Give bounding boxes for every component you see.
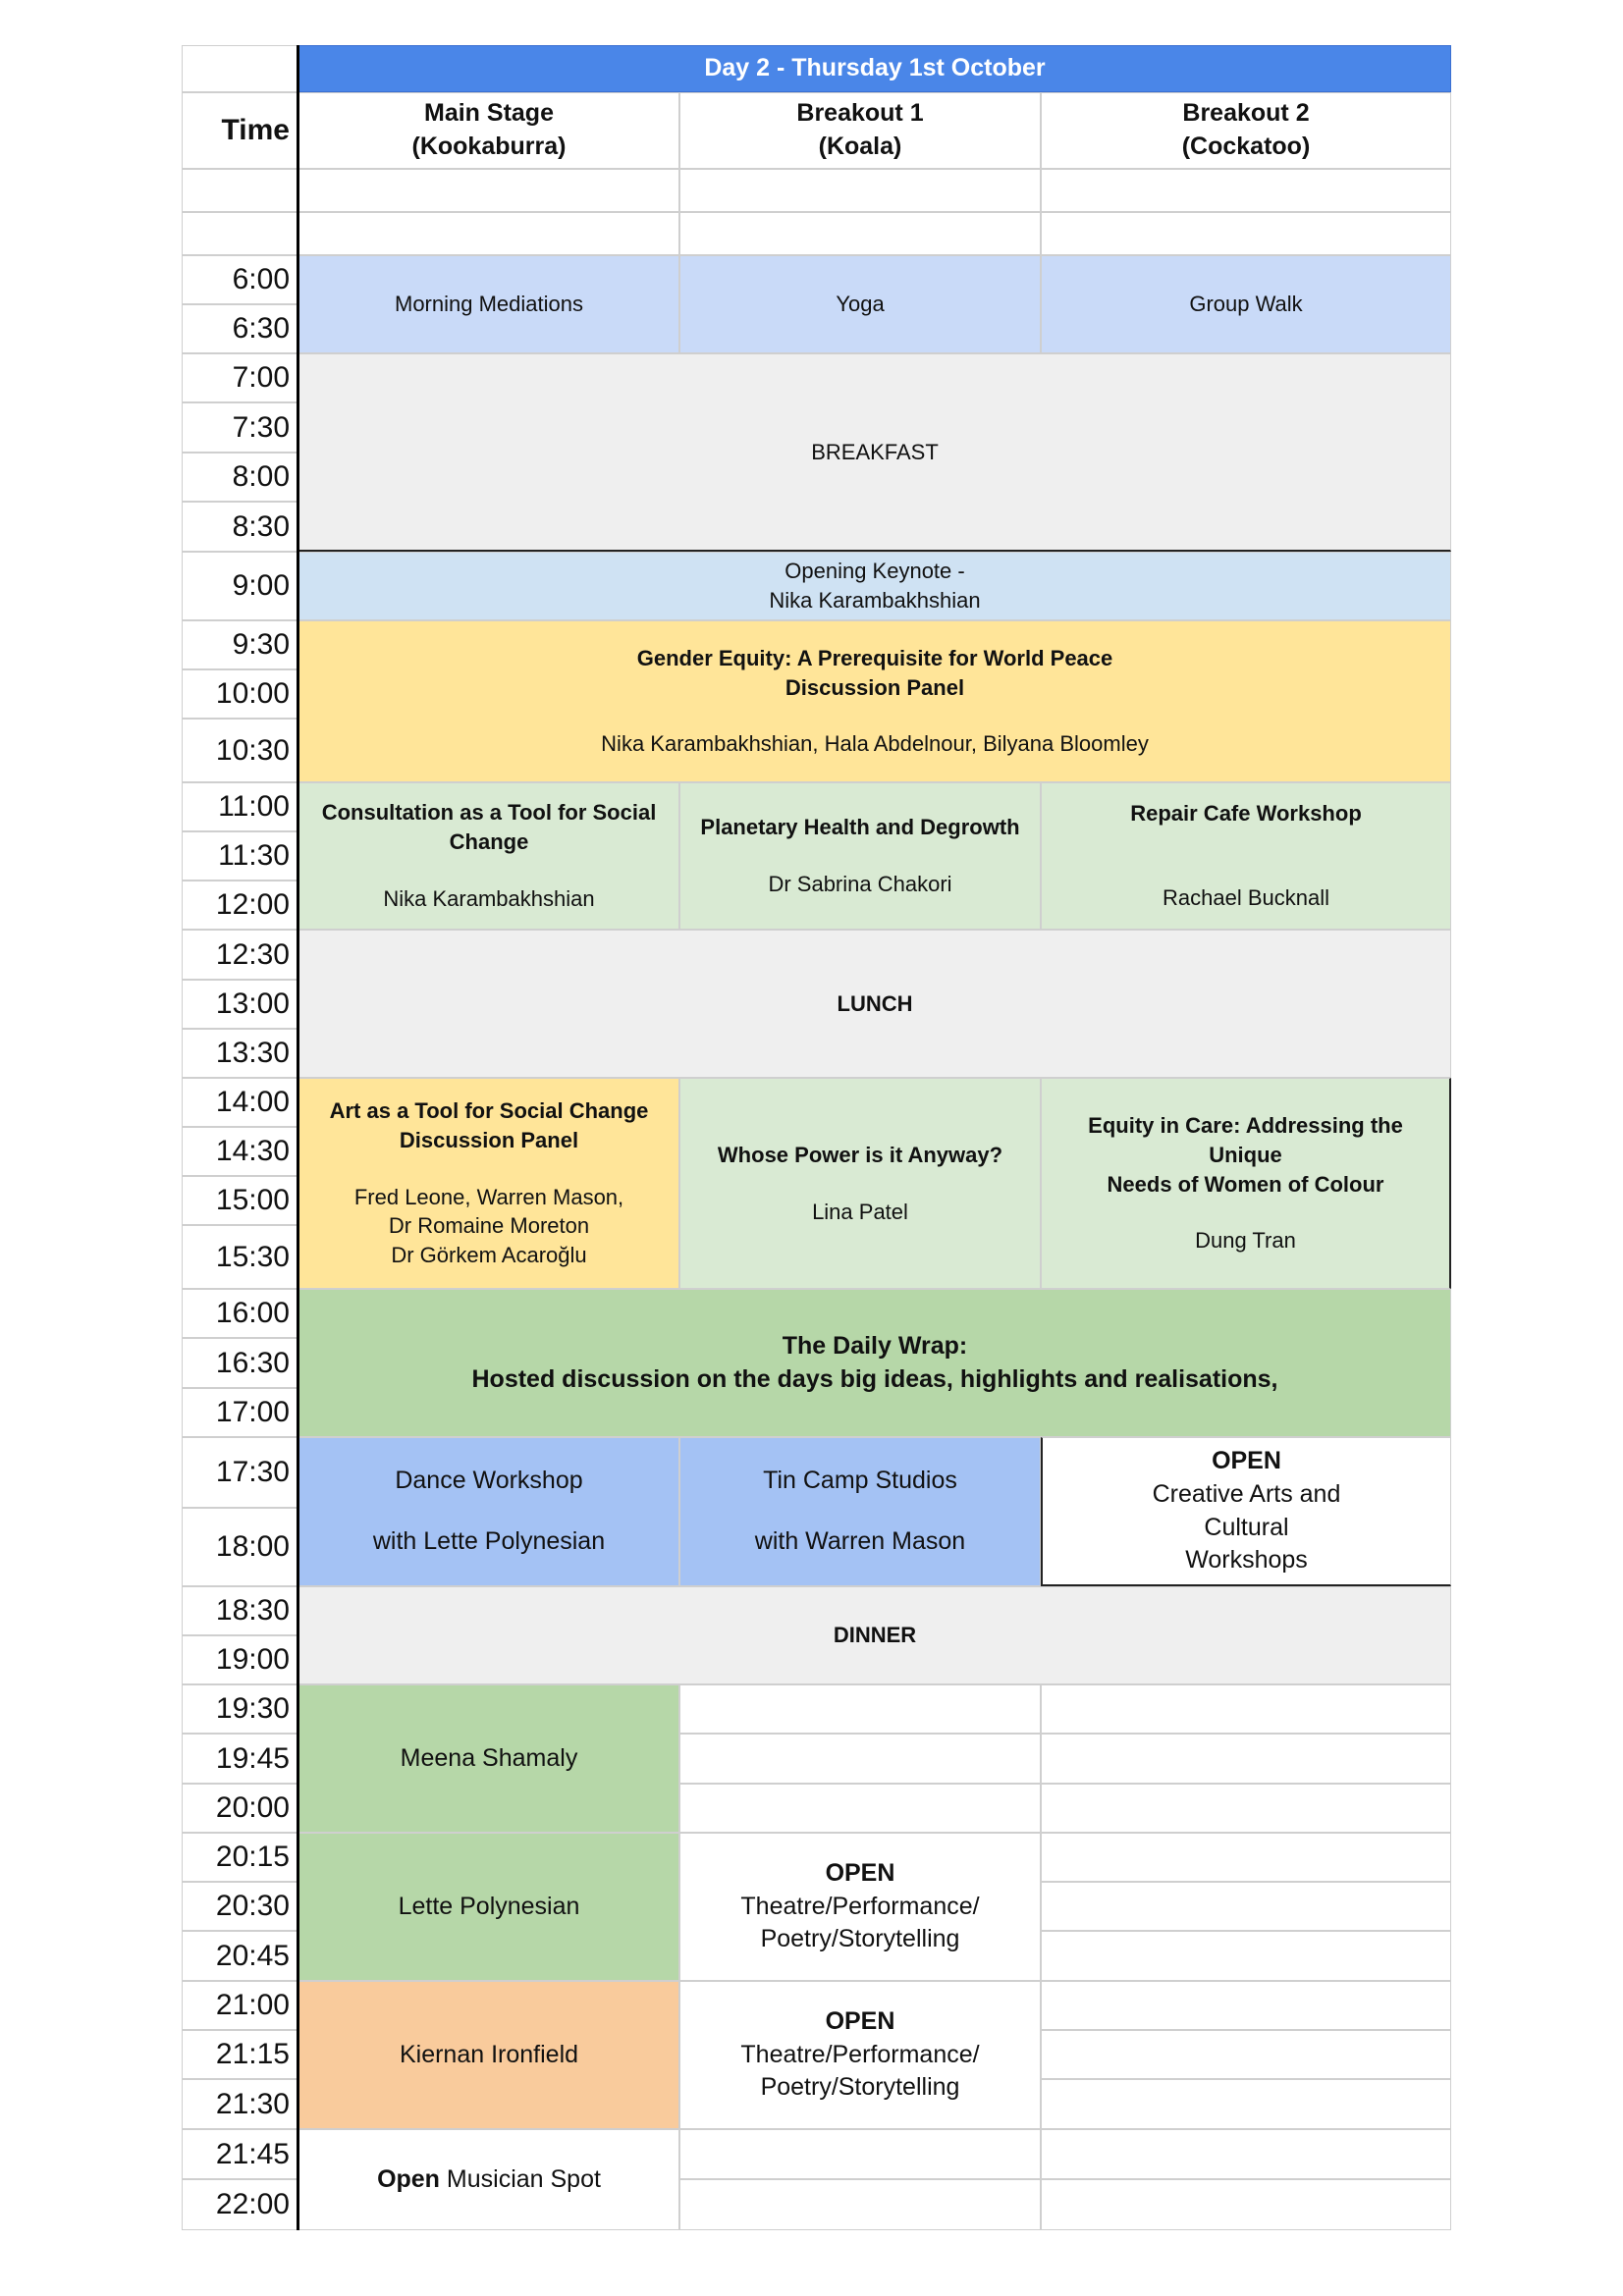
time-slot: 7:30 [182,402,298,453]
time-slot: 16:30 [182,1338,298,1388]
session-lunch: LUNCH [298,930,1451,1078]
empty-cell [1041,1882,1451,1931]
spacer-cell [1041,169,1451,212]
time-slot: 9:00 [182,552,298,620]
session-open-creative-arts: OPEN Creative Arts and Cultural Workshops [1041,1437,1451,1586]
empty-cell [1041,2030,1451,2079]
session-whose-power: Whose Power is it Anyway? Lina Patel [679,1078,1041,1289]
session-morning-main: Morning Mediations [298,255,679,353]
time-slot: 18:00 [182,1508,298,1586]
time-slot: 21:15 [182,2030,298,2079]
time-column-divider [297,45,299,2230]
time-slot: 10:30 [182,719,298,782]
time-slot: 20:30 [182,1882,298,1931]
session-morning-breakout-1: Yoga [679,255,1041,353]
empty-cell [1041,1833,1451,1882]
open-musician-spot: Open Musician Spot [298,2129,679,2230]
spacer-cell [298,212,679,255]
time-slot: 14:00 [182,1078,298,1127]
time-slot: 21:00 [182,1981,298,2030]
session-equity-in-care: Equity in Care: Addressing the Unique Needs of Women of Colour Dung Tran [1041,1078,1451,1289]
spacer-cell [679,212,1041,255]
session-daily-wrap: The Daily Wrap: Hosted discussion on the days big ideas, highlights and realisations, [298,1289,1451,1437]
corner-cell [182,45,298,92]
time-slot: 16:00 [182,1289,298,1338]
time-slot: 12:00 [182,881,298,930]
time-slot: 13:30 [182,1029,298,1078]
time-slot [182,169,298,212]
session-art-social-change: Art as a Tool for Social Change Discussion Panel Fred Leone, Warren Mason, Dr Romaine Moreton Dr Görkem Acaroğlu [298,1078,679,1289]
empty-cell [679,1684,1041,1734]
empty-cell [679,1784,1041,1833]
performer-meena-shamaly: Meena Shamaly [298,1684,679,1833]
time-slot: 21:45 [182,2129,298,2179]
time-slot: 14:30 [182,1127,298,1176]
time-slot: 7:00 [182,353,298,402]
empty-cell [679,2179,1041,2230]
empty-cell [1041,1734,1451,1784]
session-breakfast: BREAKFAST [298,353,1451,552]
time-slot: 12:30 [182,930,298,980]
venue-header-main-stage: Main Stage (Kookaburra) [298,92,679,169]
open-theatre-slot-2: OPEN Theatre/Performance/ Poetry/Storytelling [679,1981,1041,2129]
session-gender-equity-panel: Gender Equity: A Prerequisite for World Peace Discussion Panel Nika Karambakhshian, Hala Abdelnour, Bilyana Bloomley [298,620,1451,782]
time-slot: 17:30 [182,1437,298,1508]
time-slot: 8:30 [182,502,298,552]
session-opening-keynote: Opening Keynote - Nika Karambakhshian [298,552,1451,620]
session-repair-cafe: Repair Cafe Workshop Rachael Bucknall [1041,782,1451,930]
time-slot: 20:00 [182,1784,298,1833]
empty-cell [679,1734,1041,1784]
schedule-table [182,45,1451,2230]
time-column-header: Time [182,92,298,169]
time-slot: 22:00 [182,2179,298,2230]
time-slot: 15:00 [182,1176,298,1225]
empty-cell [1041,1784,1451,1833]
time-slot: 19:45 [182,1734,298,1784]
time-slot: 11:30 [182,831,298,881]
time-slot: 10:00 [182,669,298,719]
empty-cell [1041,2129,1451,2179]
session-morning-breakout-2: Group Walk [1041,255,1451,353]
time-slot: 18:30 [182,1586,298,1635]
time-slot: 20:15 [182,1833,298,1882]
time-slot: 6:00 [182,255,298,304]
empty-cell [1041,1981,1451,2030]
session-tin-camp-studios: Tin Camp Studios with Warren Mason [679,1437,1041,1586]
empty-cell [679,2129,1041,2179]
day-title: Day 2 - Thursday 1st October [298,45,1451,92]
time-slot: 17:00 [182,1388,298,1437]
empty-cell [1041,2079,1451,2129]
open-theatre-slot-1: OPEN Theatre/Performance/ Poetry/Storytelling [679,1833,1041,1981]
time-slot: 13:00 [182,980,298,1029]
session-dinner: DINNER [298,1586,1451,1684]
spacer-cell [1041,212,1451,255]
session-consultation-tool: Consultation as a Tool for Social Change Nika Karambakhshian [298,782,679,930]
spacer-cell [679,169,1041,212]
time-slot: 19:00 [182,1635,298,1684]
time-slot: 19:30 [182,1684,298,1734]
time-slot: 6:30 [182,304,298,353]
spacer-cell [298,169,679,212]
venue-header-breakout-2: Breakout 2 (Cockatoo) [1041,92,1451,169]
session-planetary-health: Planetary Health and Degrowth Dr Sabrina Chakori [679,782,1041,930]
session-dance-workshop: Dance Workshop with Lette Polynesian [298,1437,679,1586]
empty-cell [1041,1684,1451,1734]
performer-kiernan-ironfield: Kiernan Ironfield [298,1981,679,2129]
performer-lette-polynesian: Lette Polynesian [298,1833,679,1981]
time-slot [182,212,298,255]
time-slot: 9:30 [182,620,298,669]
empty-cell [1041,2179,1451,2230]
time-slot: 21:30 [182,2079,298,2129]
venue-header-breakout-1: Breakout 1 (Koala) [679,92,1041,169]
time-slot: 15:30 [182,1225,298,1289]
empty-cell [1041,1931,1451,1981]
time-slot: 11:00 [182,782,298,831]
time-slot: 8:00 [182,453,298,502]
time-slot: 20:45 [182,1931,298,1981]
